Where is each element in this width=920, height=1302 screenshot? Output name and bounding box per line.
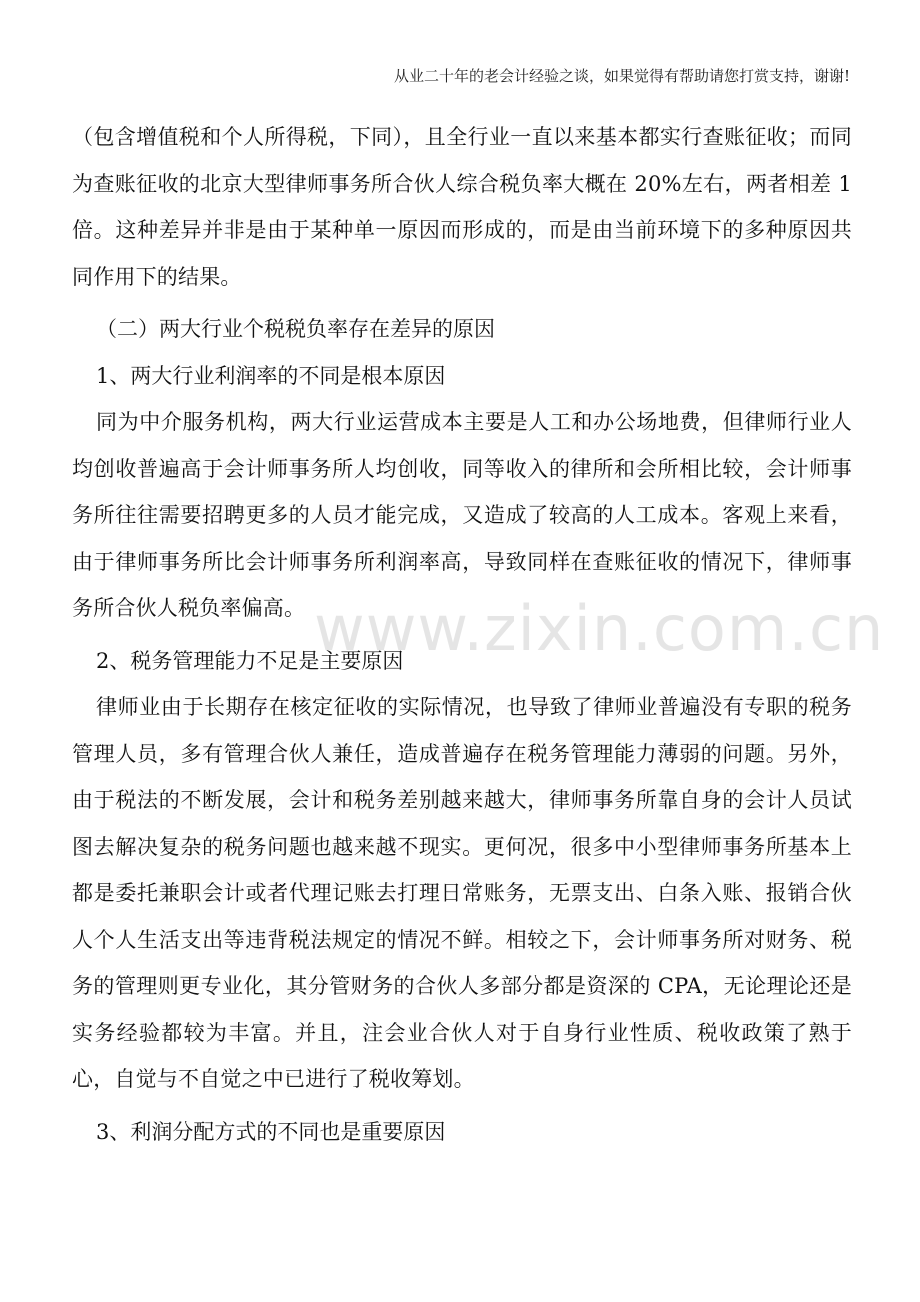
- subheading-tax-management: 2、税务管理能力不足是主要原因: [96, 648, 404, 673]
- paragraph-profit-margin: 同为中介服务机构，两大行业运营成本主要是人工和办公场地费，但律师行业人均创收普遍高于会计师事务所人均创收，同等收入的律所和会所相比较，会计师事务所往往需要招聘更多的人员才能完成，又造成了较高的人工成本。客观上来看，由于律师事务所比会计师事务所利润率高，导致同样在查账征收的情况下，律师事务所合伙人税负率偏高。: [72, 410, 852, 620]
- subheading-profit-margin: 1、两大行业利润率的不同是根本原因: [96, 363, 446, 388]
- watermark: www.zixin.com.cn: [314, 592, 885, 665]
- header-note: 从业二十年的老会计经验之谈，如果觉得有帮助请您打赏支持，谢谢!: [393, 67, 850, 85]
- paragraph-tax-comparison: （包含增值税和个人所得税，下同），且全行业一直以来基本都实行查账征收；而同为查账征收的北京大型律师事务所合伙人综合税负率大概在 20%左右，两者相差 1 倍。这种差异并非是由于某种单一原因而形成的，而是由当前环境下的多种原因共同作用下的结果。: [72, 125, 852, 289]
- subheading-profit-distribution: 3、利润分配方式的不同也是重要原因: [96, 1119, 446, 1144]
- section-heading: （二）两大行业个税税负率存在差异的原因: [96, 317, 495, 341]
- paragraph-tax-management: 律师业由于长期存在核定征收的实际情况，也导致了律师业普遍没有专职的税务管理人员，多有管理合伙人兼任，造成普遍存在税务管理能力薄弱的问题。另外，由于税法的不断发展，会计和税务差别越来越大，律师事务所靠自身的会计人员试图去解决复杂的税务问题也越来越不现实。更何况，很多中小型律师事务所基本上都是委托兼职会计或者代理记账去打理日常账务，无票支出、白条入账、报销合伙人个人生活支出等违背税法规定的情况不鲜。相较之下，会计师事务所对财务、税务的管理则更专业化，其分管财务的合伙人多部分都是资深的 CPA，无论理论还是实务经验都较为丰富。并且，注会业合伙人对于自身行业性质、税收政策了熟于心，自觉与不自觉之中已进行了税收筹划。: [72, 695, 852, 1091]
- document-body: [72, 114, 852, 1155]
